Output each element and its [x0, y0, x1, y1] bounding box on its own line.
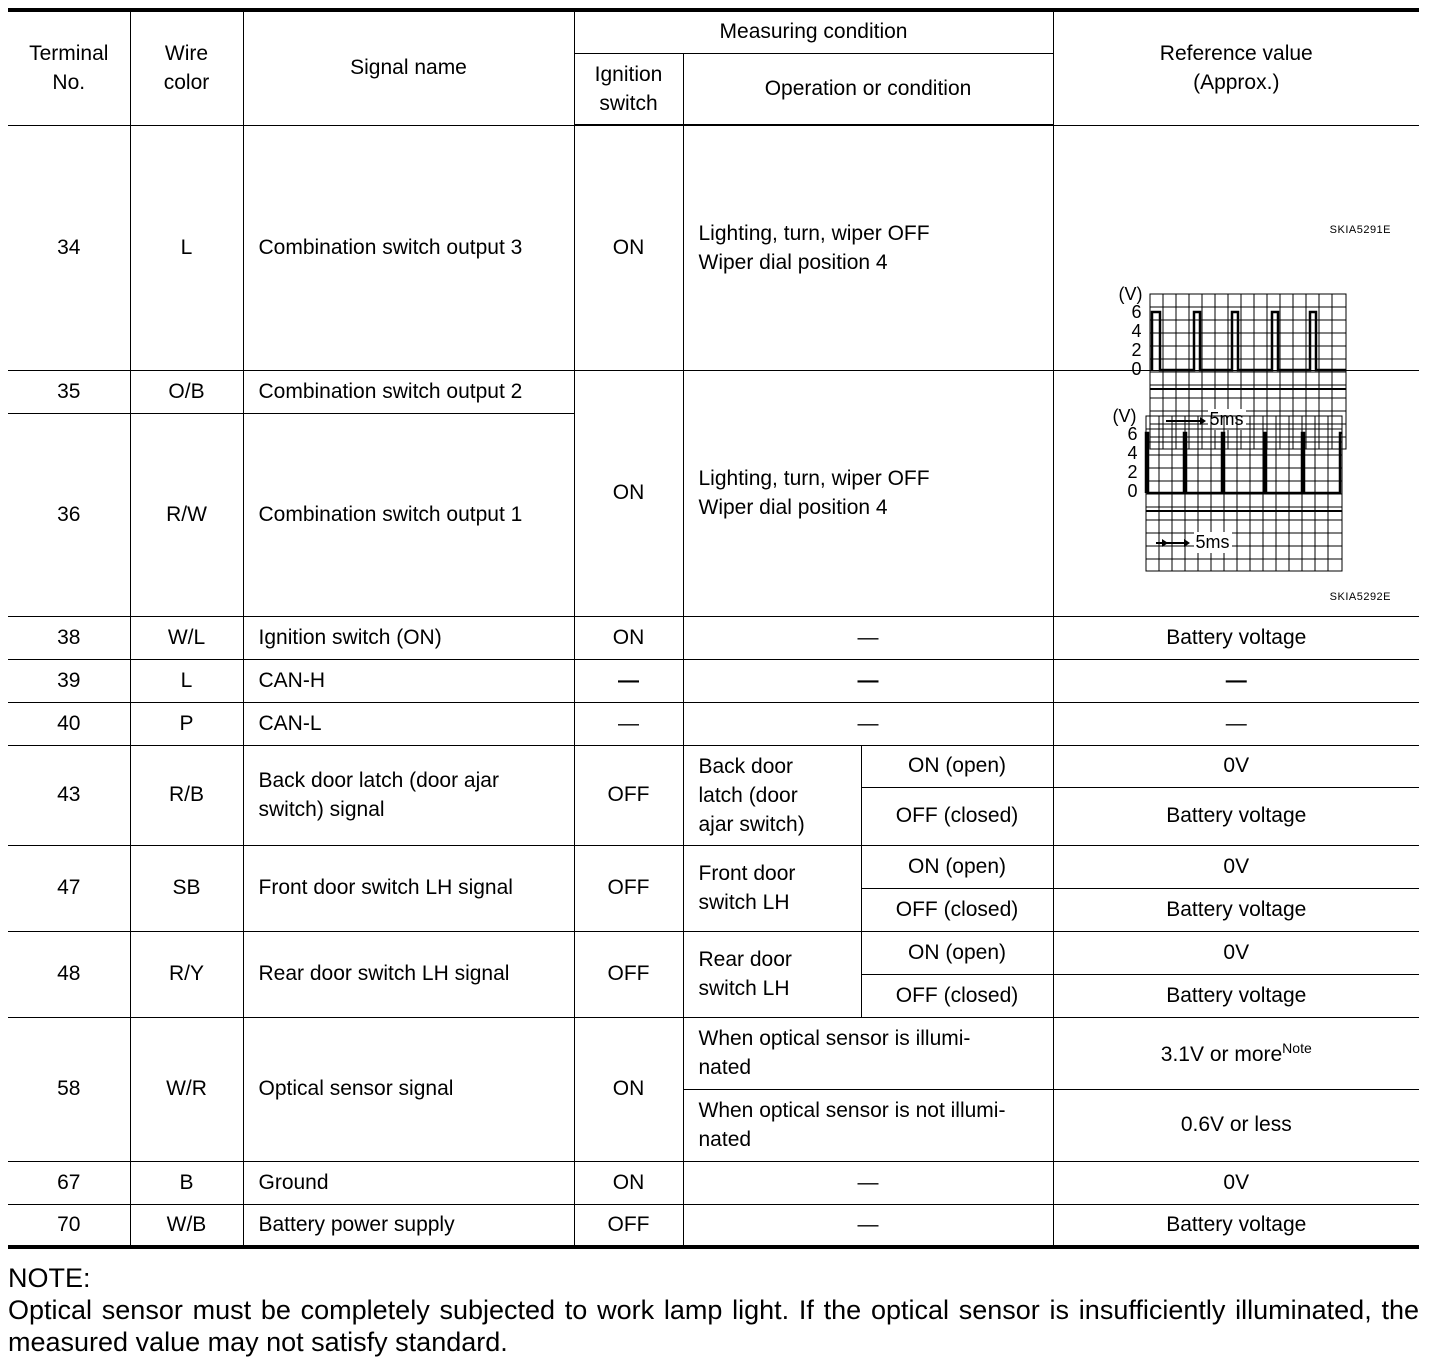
note-reference: Note [1282, 1039, 1312, 1056]
condition-line: Front door [698, 862, 796, 885]
signal-cell: Combination switch output 3 [243, 125, 574, 370]
signal-cell: CAN-L [243, 702, 574, 745]
operation-cell: — [683, 1204, 1053, 1247]
ignition-cell: ON [574, 1161, 683, 1204]
terminal-cell: 36 [8, 413, 130, 616]
ignition-cell: ON [574, 125, 683, 370]
operation-cell [683, 1089, 1053, 1161]
state-cell: ON (open) [861, 931, 1053, 974]
condition-line: Rear door [698, 948, 792, 971]
wire-cell: W/L [130, 616, 243, 659]
terminal-cell: 48 [8, 931, 130, 1017]
wire-cell: L [130, 125, 243, 370]
operation-line: nated [698, 1128, 752, 1151]
scope-tick-0: 0 [1131, 358, 1142, 379]
condition-line: switch LH [698, 891, 790, 914]
ignition-cell: ON [574, 370, 683, 616]
terminal-cell: 43 [8, 745, 130, 845]
header-wire-color: Wire color [130, 10, 243, 125]
header-signal-name: Signal name [243, 10, 574, 125]
ignition-cell: ON [574, 616, 683, 659]
condition-cell [683, 745, 861, 845]
signal-cell: Battery power supply [243, 1204, 574, 1247]
wire-cell: R/B [130, 745, 243, 845]
ignition-cell: OFF [574, 745, 683, 845]
operation-cell [683, 125, 1053, 370]
note-section [8, 1262, 1419, 1358]
signal-cell: Ground [243, 1161, 574, 1204]
ignition-cell: ON [574, 1017, 683, 1161]
signal-cell [243, 745, 574, 845]
reference-cell: Battery voltage [1053, 787, 1419, 845]
wire-cell: R/W [130, 413, 243, 616]
condition-line: latch (door [698, 783, 798, 807]
table-row [8, 745, 1419, 787]
scope-tick-6: 6 [1127, 424, 1138, 444]
operation-line: When optical sensor is illumi- [698, 1027, 971, 1050]
ignition-cell: — [574, 659, 683, 702]
scope-tick-4: 4 [1131, 320, 1142, 341]
terminal-cell: 47 [8, 845, 130, 931]
operation-line: When optical sensor is not illumi- [698, 1099, 1006, 1122]
wire-cell: W/B [130, 1204, 243, 1247]
ignition-cell: OFF [574, 1204, 683, 1247]
signal-cell: Combination switch output 2 [243, 370, 574, 413]
terminal-cell: 67 [8, 1161, 130, 1204]
reference-cell: 0.6V or less [1053, 1089, 1419, 1161]
signal-line: switch) signal [258, 798, 385, 821]
terminal-cell: 58 [8, 1017, 130, 1161]
operation-line: Lighting, turn, wiper OFF [698, 221, 930, 245]
reference-cell [1053, 1017, 1419, 1089]
reference-value: 3.1V or more [1160, 1042, 1283, 1066]
header-operation-condition: Operation or condition [683, 53, 1053, 125]
terminal-cell: 40 [8, 702, 130, 745]
terminal-reference-table-wrap [8, 8, 1419, 1249]
scope-tick-2: 2 [1131, 339, 1142, 360]
reference-cell: 0V [1053, 1161, 1419, 1204]
scope-tick-6: 6 [1131, 301, 1142, 322]
wire-cell: L [130, 659, 243, 702]
reference-cell: — [1053, 659, 1419, 702]
signal-cell: Optical sensor signal [243, 1017, 574, 1161]
waveform-cell [1053, 370, 1419, 616]
operation-line: Wiper dial position 4 [698, 250, 888, 274]
wire-cell: R/Y [130, 931, 243, 1017]
waveform-scope-2 [1054, 371, 1420, 615]
reference-cell: Battery voltage [1053, 974, 1419, 1017]
terminal-reference-table [8, 8, 1419, 1249]
operation-line: Wiper dial position 4 [698, 496, 888, 519]
signal-cell: Combination switch output 1 [243, 413, 574, 616]
wire-cell: SB [130, 845, 243, 931]
terminal-cell: 38 [8, 616, 130, 659]
reference-cell: Battery voltage [1053, 1204, 1419, 1247]
terminal-cell: 35 [8, 370, 130, 413]
terminal-cell: 34 [8, 125, 130, 370]
header-reference-value: Reference value (Approx.) [1053, 10, 1419, 125]
state-cell: OFF (closed) [861, 787, 1053, 845]
table-row [8, 1017, 1419, 1089]
condition-line: Back door [698, 754, 794, 778]
table-row [8, 659, 1419, 702]
figure-code: SKIA5291E [1329, 223, 1392, 236]
reference-cell: 0V [1053, 745, 1419, 787]
wire-cell: O/B [130, 370, 243, 413]
table-row [8, 1204, 1419, 1247]
table-row [8, 1161, 1419, 1204]
table-row [8, 845, 1419, 888]
wire-cell: W/R [130, 1017, 243, 1161]
reference-cell: — [1053, 702, 1419, 745]
table-row [8, 931, 1419, 974]
scope-tick-2: 2 [1127, 462, 1138, 482]
figure-code: SKIA5292E [1329, 591, 1392, 603]
condition-line: ajar switch) [698, 812, 805, 836]
state-cell: ON (open) [861, 845, 1053, 888]
operation-line: Lighting, turn, wiper OFF [698, 467, 930, 490]
signal-cell: Rear door switch LH signal [243, 931, 574, 1017]
table-row [8, 616, 1419, 659]
scope-tick-4: 4 [1127, 443, 1138, 463]
scope-time-label: 5ms [1209, 408, 1244, 429]
table-row [8, 370, 1419, 413]
note-title: NOTE: [8, 1263, 91, 1293]
reference-cell: 0V [1053, 931, 1419, 974]
scope-signal-trace [1152, 312, 1346, 370]
wire-cell: P [130, 702, 243, 745]
state-cell: ON (open) [861, 745, 1053, 787]
scope-tick-0: 0 [1127, 481, 1138, 501]
operation-cell: — [683, 659, 1053, 702]
table-row [8, 702, 1419, 745]
condition-cell [683, 931, 861, 1017]
terminal-cell: 70 [8, 1204, 130, 1247]
header-terminal-no: Terminal No. [8, 10, 130, 125]
reference-cell: Battery voltage [1053, 888, 1419, 931]
reference-cell: 0V [1053, 845, 1419, 888]
operation-cell [683, 370, 1053, 616]
header-ignition-switch: Ignition switch [574, 53, 683, 125]
scope-unit-label: (V) [1112, 406, 1137, 426]
ignition-cell: OFF [574, 931, 683, 1017]
reference-cell: Battery voltage [1053, 616, 1419, 659]
waveform-cell [1053, 125, 1419, 429]
header-measuring-condition: Measuring condition [574, 10, 1053, 53]
operation-line: nated [698, 1056, 752, 1079]
signal-line: Back door latch (door ajar [258, 769, 499, 792]
signal-cell: Front door switch LH signal [243, 845, 574, 931]
note-text: Optical sensor must be completely subjected to work lamp light. If the optical sensor is insufficiently illuminated, the measured value may not satisfy standard. [8, 1295, 1419, 1357]
condition-cell [683, 845, 861, 931]
operation-cell: — [683, 1161, 1053, 1204]
operation-cell: — [683, 702, 1053, 745]
table-row [8, 125, 1419, 370]
terminal-cell: 39 [8, 659, 130, 702]
scope-unit-label: (V) [1118, 283, 1143, 304]
scope-time-label: 5ms [1195, 532, 1230, 552]
state-cell: OFF (closed) [861, 974, 1053, 1017]
signal-cell: CAN-H [243, 659, 574, 702]
condition-line: switch LH [698, 977, 790, 1000]
ignition-cell: — [574, 702, 683, 745]
wire-cell: B [130, 1161, 243, 1204]
state-cell: OFF (closed) [861, 888, 1053, 931]
ignition-cell: OFF [574, 845, 683, 931]
signal-cell: Ignition switch (ON) [243, 616, 574, 659]
operation-cell [683, 1017, 1053, 1089]
operation-cell: — [683, 616, 1053, 659]
